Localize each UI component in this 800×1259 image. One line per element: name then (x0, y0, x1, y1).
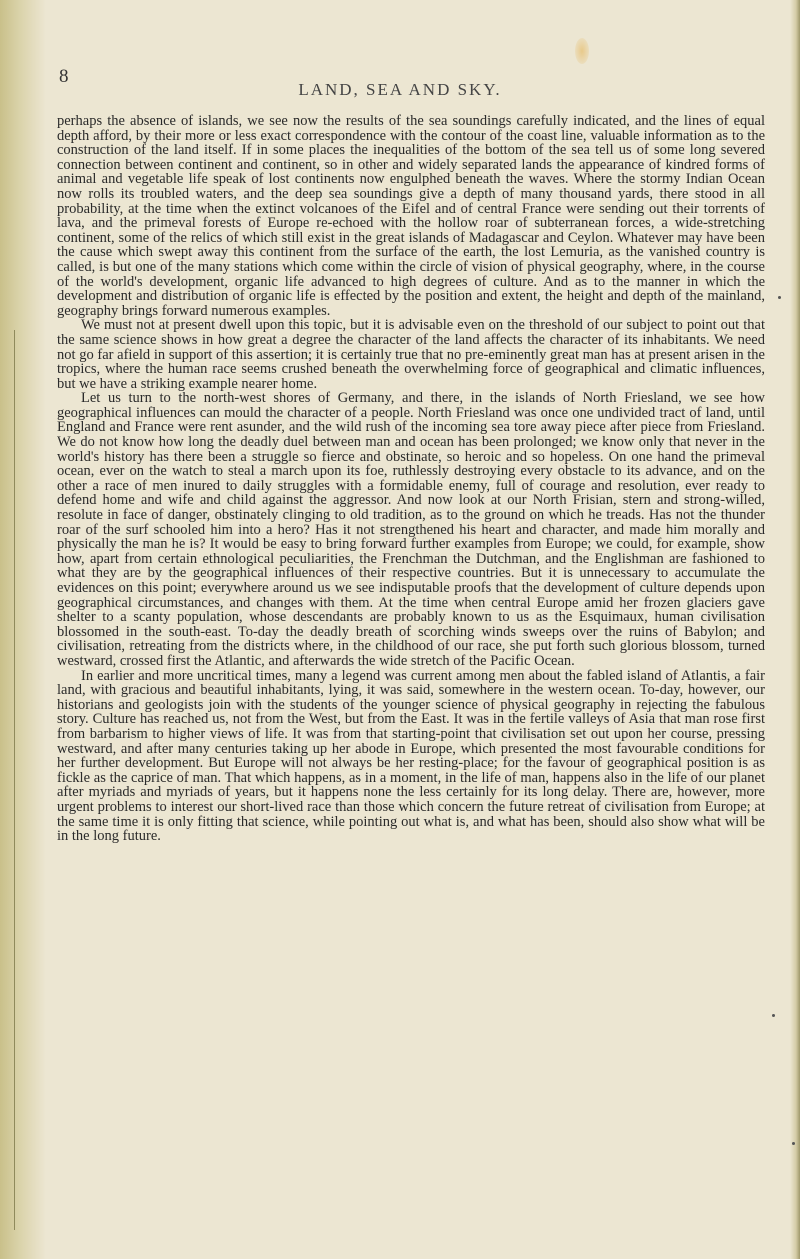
paragraph: We must not at present dwell upon this topic, but it is advisable even on the threshold of our subject to point out that the same science shows in how great a degree the character of the land affects the character of its inhabitants. We need not go far afield in support of this assertion; it is certainly true that no pre-eminently great man has at present arisen in the tropics, where the human race seems crushed beneath the overwhelming force of geographical and climatic influences, but we have a striking example nearer home. (57, 317, 765, 392)
page-gutter (0, 0, 46, 1259)
paper-speck (772, 1014, 775, 1017)
paper-speck (778, 296, 781, 299)
gutter-shadow-line (14, 330, 15, 1230)
body-text (57, 114, 765, 844)
paper-stain (575, 38, 589, 64)
page-edge (790, 0, 800, 1259)
paragraph: In earlier and more uncritical times, many a legend was current among men about the fabled island of Atlantis, a fair land, with gracious and beautiful inhabitants, lying, it was said, somewhere in the western ocean. To-day, however, our historians and geologists join with the students of the younger science of physical geography in rejecting the fabulous story. Culture has reached us, not from the West, but from the East. It was in the fertile valleys of Asia that man rose first from barbarism to higher views of life. It was from that starting-point that civilisation set out upon her course, pressing westward, and after many centuries taking up her abode in Europe, which presented the most favourable conditions for her further development. But Europe will not always be her resting-place; for the favour of geographical position is as fickle as the caprice of man. That which happens, as in a moment, in the life of man, happens also in the life of our planet after myriads and myriads of years, but it happens none the less certainly for its long delay. There are, however, more urgent problems to interest our short-lived race than those which concern the future retreat of civilisation from Europe; at the same time it is only fitting that science, while pointing out what is, and what has been, should also show what will be in the long future. (57, 667, 765, 845)
paragraph: Let us turn to the north-west shores of Germany, and there, in the islands of North Friesland, we see how geographical influences can mould the character of a people. North Friesland was once one undivided tract of land, until England and France were rent asunder, and the wild rush of the incoming sea tore away piece after piece from Friesland. We do not know how long the deadly duel between man and ocean has been prolonged; we know only that never in the world's history has there been a struggle so fierce and obstinate, so heroic and so hopeless. On one hand the primeval ocean, ever on the watch to steal a march upon its foe, ruthlessly destroying every obstacle to its advance, and on the other a race of men inured to daily struggles with a formidable enemy, full of courage and resolution, ever ready to defend home and wife and child against the aggressor. And now look at our North Frisian, stern and strong-willed, resolute in face of danger, obstinately clinging to old tradition, as to the ground on which he treads. Has not the thunder roar of the surf schooled him into a hero? Has it not strengthened his heart and character, and made him morally and physically the man he is? It would be easy to bring forward further examples from Europe; we could, for example, show how, apart from certain ethnological peculiarities, the Frenchman the Dutchman, and the Englishman are fashioned to what they are by the geographical influences of their respective countries. But it is unnecessary to accumulate the evidences on this point; everywhere around us we see indisputable proofs that the development of culture depends upon geographical circumstances, and changes with them. At the time when central Europe amid her frozen glaciers gave shelter to a scanty population, whose descendants are probably known to us as the Esquimaux, human civilisation blossomed in the south-east. To-day the deadly breath of scorching winds sweeps over the ruins of Babylon; and civilisation, retreating from the districts where, in the childhood of our race, she put forth such glorious blossom, turned westward, crossed first the Atlantic, and afterwards the wide stretch of the Pacific Ocean. (57, 390, 765, 669)
page-number: 8 (59, 66, 69, 87)
paper-speck (792, 1142, 795, 1145)
running-head: LAND, SEA AND SKY. (298, 80, 502, 99)
paragraph: perhaps the absence of islands, we see now the results of the sea soundings carefully indicated, and the lines of equal depth afford, by their more or less exact correspondence with the contour of the coast line, valuable information as to the construction of the land itself. If in some places the inequalities of the bottom of the sea tell us of some long severed connection between continent and continent, so in other and widely separated lands the appearance of kindred forms of animal and vegetable life speak of lost continents now engulphed beneath the waves. Where the stormy Indian Ocean now rolls its troubled waters, and the deep sea soundings give a depth of many thousand yards, there stood in all probability, at the time when the extinct volcanoes of the Eifel and of central France were sending out their torrents of lava, and the primeval forests of Europe re-echoed with the hollow roar of subterranean forces, a wide-stretching continent, some of the relics of which still exist in the great islands of Madagascar and Ceylon. Whatever may have been the cause which swept away this continent from the surface of the earth, the lost Lemuria, as the vanished country is called, is but one of the many stations which come within the circle of vision of physical geography, where, in the course of the world's development, organic life advanced to high degrees of culture. And as to the manner in which the development and distribution of organic life is effected by the position and extent, the height and depth of the mainland, geography brings forward numerous examples. (57, 113, 765, 319)
